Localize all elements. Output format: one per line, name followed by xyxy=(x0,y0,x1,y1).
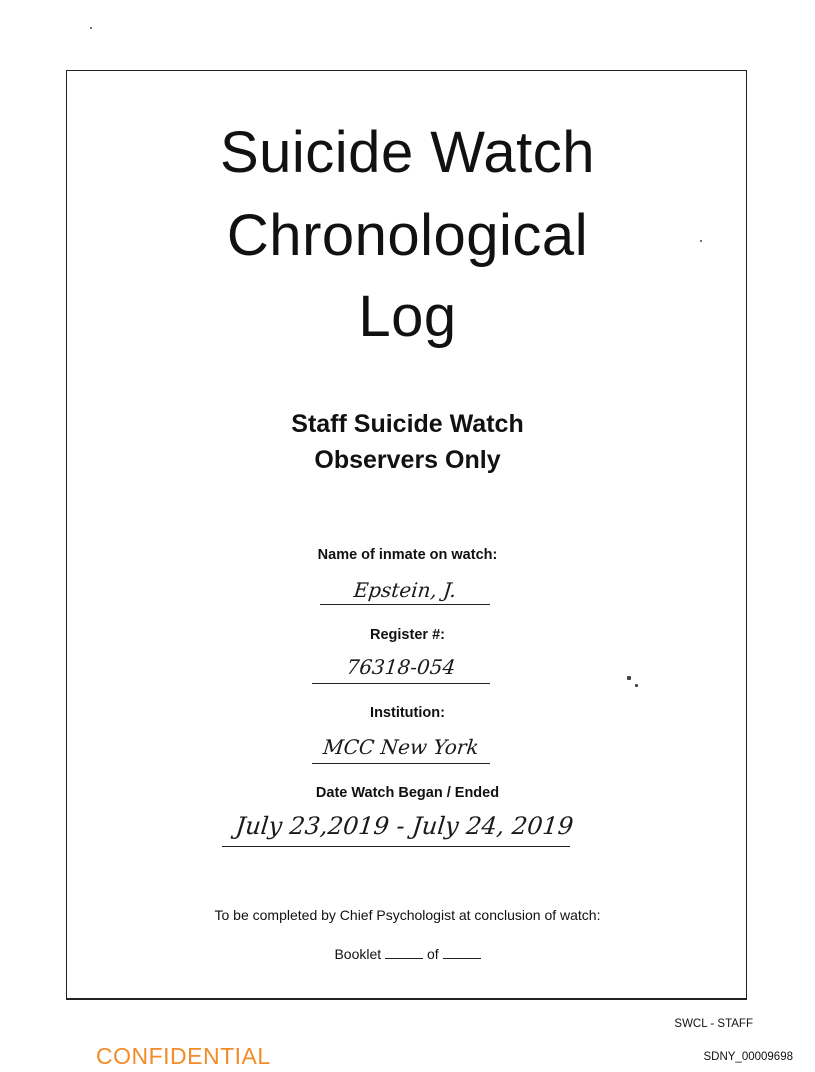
booklet-total-blank xyxy=(443,946,481,959)
title-line-2: Chronological xyxy=(226,203,589,268)
register-line xyxy=(312,683,490,684)
title-line-1: Suicide Watch xyxy=(219,120,596,185)
booklet-number-blank xyxy=(385,946,423,959)
booklet-label: Booklet xyxy=(334,946,382,962)
dates-line xyxy=(222,846,570,847)
completion-note: To be completed by Chief Psychologist at conclusion of watch: xyxy=(214,907,601,923)
institution-label: Institution: xyxy=(370,705,445,721)
title-line-3: Log xyxy=(358,284,457,349)
booklet-of-label: of xyxy=(426,946,439,962)
inmate-name-value: Epstein, J. xyxy=(352,578,458,602)
inmate-name-line xyxy=(320,604,490,605)
dates-label: Date Watch Began / Ended xyxy=(315,785,500,801)
scan-speck xyxy=(700,240,702,242)
subtitle-line-1: Staff Suicide Watch xyxy=(291,410,524,438)
scan-speck xyxy=(635,684,638,687)
dates-value: July 23,2019 - July 24, 2019 xyxy=(234,812,575,840)
institution-line xyxy=(312,763,490,764)
confidential-stamp: CONFIDENTIAL xyxy=(96,1043,271,1069)
subtitle-line-2: Observers Only xyxy=(314,446,501,474)
form-code: SWCL - STAFF xyxy=(674,1018,753,1030)
institution-value: MCC New York xyxy=(322,735,480,759)
inmate-name-label: Name of inmate on watch: xyxy=(317,547,498,563)
register-label: Register #: xyxy=(370,627,445,643)
scan-speck xyxy=(627,676,631,680)
bates-number: SDNY_00009698 xyxy=(703,1051,793,1063)
register-value: 76318-054 xyxy=(345,655,457,679)
booklet-field xyxy=(0,946,815,961)
scan-speck xyxy=(90,27,92,29)
